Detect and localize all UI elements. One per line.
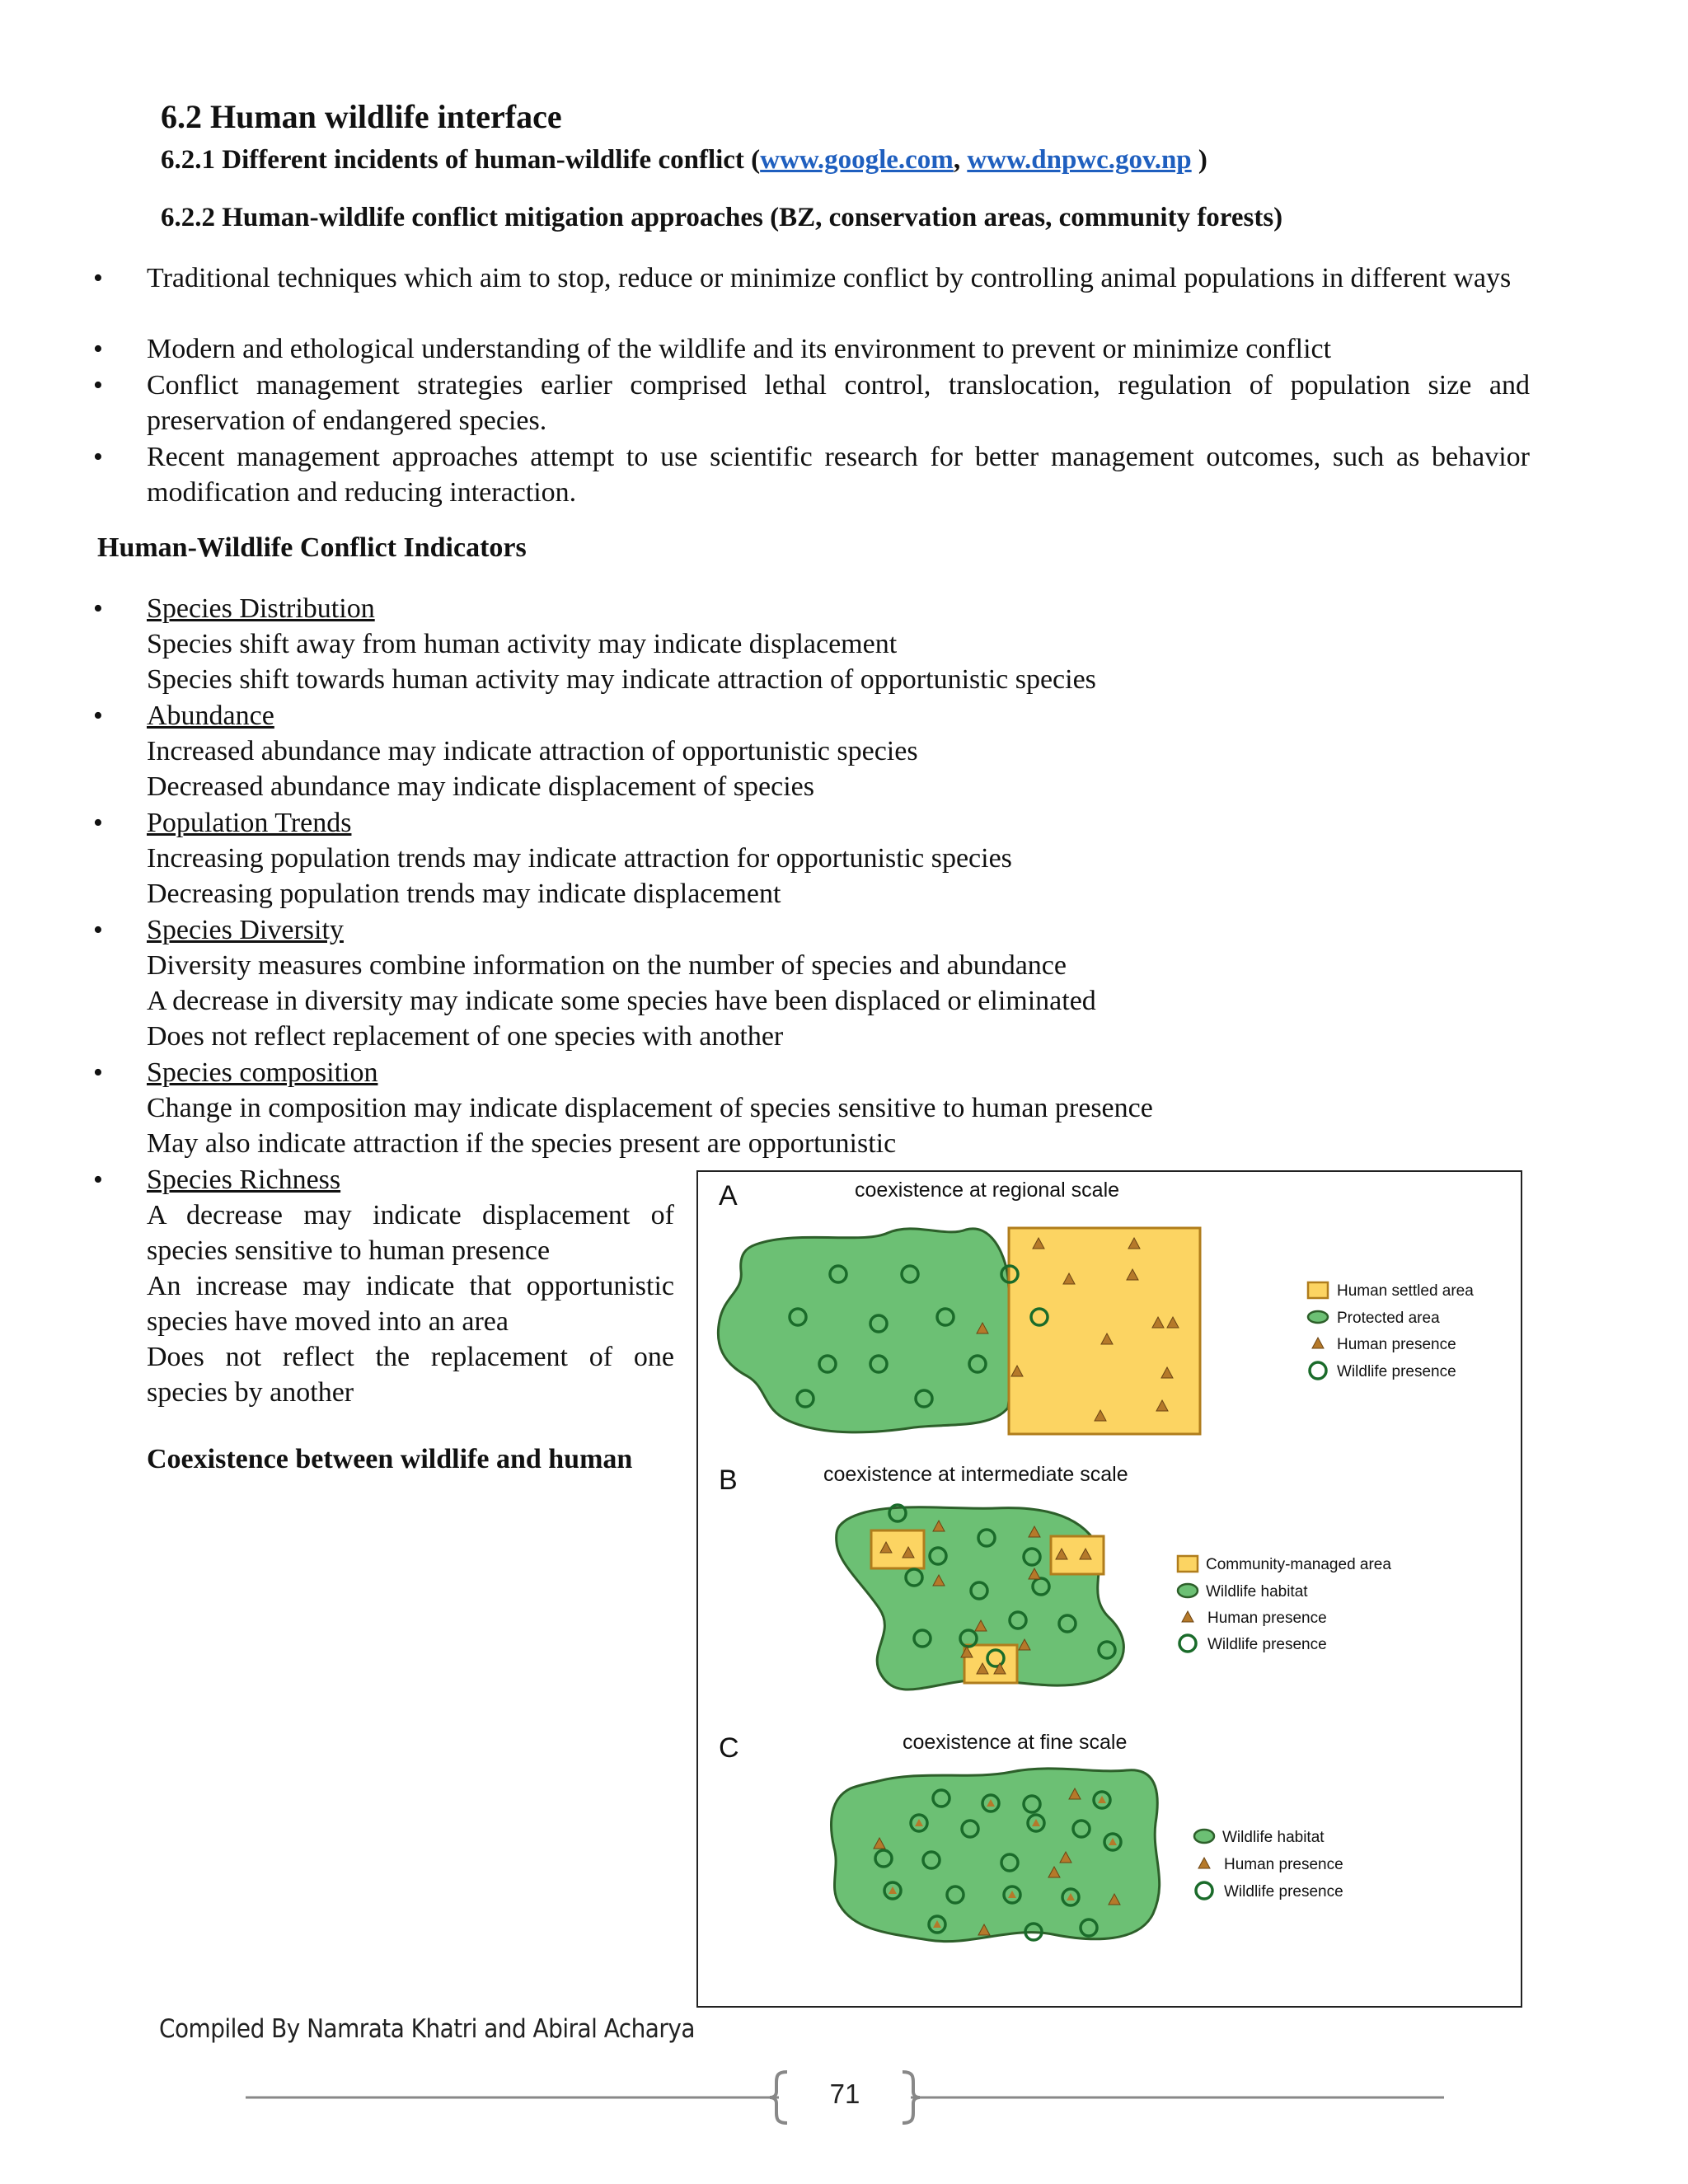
legend-swatch bbox=[1178, 1556, 1198, 1572]
indicator-line: Species shift away from human activity may indicate displacement bbox=[147, 629, 898, 659]
bullet-icon: • bbox=[93, 263, 103, 293]
indicator-line: Change in composition may indicate displacement of species sensitive to human presence bbox=[147, 1093, 1153, 1123]
indicator-title: Abundance bbox=[147, 701, 274, 731]
indicator-line: Decreased abundance may indicate displacement of species bbox=[147, 771, 814, 802]
indicator-line: Decreasing population trends may indicate displacement bbox=[147, 879, 781, 909]
legend-label: Human presence bbox=[1224, 1856, 1343, 1873]
legend-label: Wildlife habitat bbox=[1206, 1583, 1308, 1601]
indicator-line: Diversity measures combine information on the number of species and abundance bbox=[147, 950, 1067, 981]
indicator-line: A decrease in diversity may indicate some species have been displaced or eliminated bbox=[147, 986, 1096, 1016]
legend-swatch bbox=[1178, 1584, 1198, 1597]
wildlife-habitat-fine-shape bbox=[832, 1769, 1160, 1942]
panel-title: coexistence at regional scale bbox=[855, 1179, 1120, 1202]
legend-label: Human presence bbox=[1207, 1610, 1327, 1627]
list-item: Recent management approaches attempt to use scientific research for better management outcomes, such as behavior modification and reducing interaction. bbox=[147, 442, 1530, 508]
legend-label: Community-managed area bbox=[1206, 1556, 1391, 1573]
indicator-line: Does not reflect replacement of one species with another bbox=[147, 1021, 784, 1052]
coexistence-heading: Coexistence between wildlife and human bbox=[147, 1444, 633, 1474]
bullet-icon: • bbox=[93, 808, 103, 838]
bullet-icon: • bbox=[93, 334, 103, 364]
legend-label: Wildlife presence bbox=[1337, 1363, 1456, 1380]
bullet-icon: • bbox=[93, 1165, 103, 1195]
legend-label: Human presence bbox=[1337, 1336, 1456, 1353]
footer-compiled-by: Compiled By Namrata Khatri and Abiral Acharya bbox=[159, 2014, 695, 2044]
indicator-title: Species Diversity bbox=[147, 915, 344, 945]
panel-title: coexistence at fine scale bbox=[903, 1731, 1128, 1754]
dnpwc-link[interactable]: www.dnpwc.gov.np bbox=[967, 145, 1192, 175]
human-settled-area-shape bbox=[1009, 1228, 1200, 1434]
indicator-title: Species composition bbox=[147, 1057, 378, 1088]
coexistence-figure bbox=[696, 1170, 1522, 2008]
richness-text: An increase may indicate that opportunistic species have moved into an area bbox=[147, 1271, 674, 1337]
legend-swatch bbox=[1308, 1311, 1328, 1323]
legend-label: Wildlife habitat bbox=[1222, 1829, 1325, 1846]
indicators-heading: Human-Wildlife Conflict Indicators bbox=[97, 532, 527, 563]
richness-text: A decrease may indicate displacement of species sensitive to human presence bbox=[147, 1200, 674, 1266]
subsection-1-text: 6.2.1 Different incidents of human-wildlife conflict ( bbox=[161, 145, 761, 175]
coexistence-diagram bbox=[698, 1172, 1522, 2008]
list-item: Traditional techniques which aim to stop, reduce or minimize conflict by controlling animal populations in different ways bbox=[147, 263, 1512, 293]
legend-swatch bbox=[1308, 1282, 1328, 1298]
list-item: Modern and ethological understanding of the wildlife and its environment to prevent or minimize conflict bbox=[147, 334, 1332, 364]
indicator-line: May also indicate attraction if the species present are opportunistic bbox=[147, 1128, 897, 1159]
legend-label: Human settled area bbox=[1337, 1282, 1474, 1300]
subsection-heading-2: 6.2.2 Human-wildlife conflict mitigation approaches (BZ, conservation areas, community forests) bbox=[161, 203, 1283, 232]
legend-label: Wildlife presence bbox=[1224, 1883, 1343, 1900]
subsection-heading-1 bbox=[161, 145, 1207, 176]
bullet-icon: • bbox=[93, 593, 103, 624]
section-heading: 6.2 Human wildlife interface bbox=[161, 98, 562, 135]
indicator-title: Species Distribution bbox=[147, 593, 375, 624]
subsection-1-close: ) bbox=[1191, 145, 1207, 175]
panel-letter: A bbox=[719, 1180, 738, 1212]
indicator-title: Population Trends bbox=[147, 808, 352, 838]
bullet-icon: • bbox=[93, 701, 103, 731]
indicator-line: Increasing population trends may indicate attraction for opportunistic species bbox=[147, 843, 1012, 874]
google-link[interactable]: www.google.com bbox=[760, 145, 954, 175]
bullet-icon: • bbox=[93, 1057, 103, 1088]
indicator-line: Increased abundance may indicate attraction of opportunistic species bbox=[147, 736, 918, 766]
bullet-icon: • bbox=[93, 442, 103, 472]
richness-text: Does not reflect the replacement of one species by another bbox=[147, 1342, 674, 1408]
bullet-icon: • bbox=[93, 370, 103, 401]
indicator-line: Species shift towards human activity may indicate attraction of opportunistic species bbox=[147, 664, 1096, 695]
legend-label: Wildlife presence bbox=[1207, 1636, 1327, 1653]
protected-area-shape bbox=[718, 1229, 1010, 1432]
panel-letter: B bbox=[719, 1465, 738, 1496]
community-area-shape bbox=[871, 1530, 924, 1568]
bullet-icon: • bbox=[93, 915, 103, 945]
panel-title: coexistence at intermediate scale bbox=[823, 1463, 1128, 1486]
indicator-title: Species Richness bbox=[147, 1165, 341, 1195]
panel-letter: C bbox=[719, 1732, 739, 1764]
link-separator: , bbox=[953, 145, 968, 175]
legend-swatch bbox=[1194, 1830, 1214, 1843]
legend-label: Protected area bbox=[1337, 1310, 1440, 1327]
list-item: Conflict management strategies earlier comprised lethal control, translocation, regulation of population size and preservation of endangered species. bbox=[147, 370, 1530, 436]
page-number: 71 bbox=[829, 2079, 860, 2109]
